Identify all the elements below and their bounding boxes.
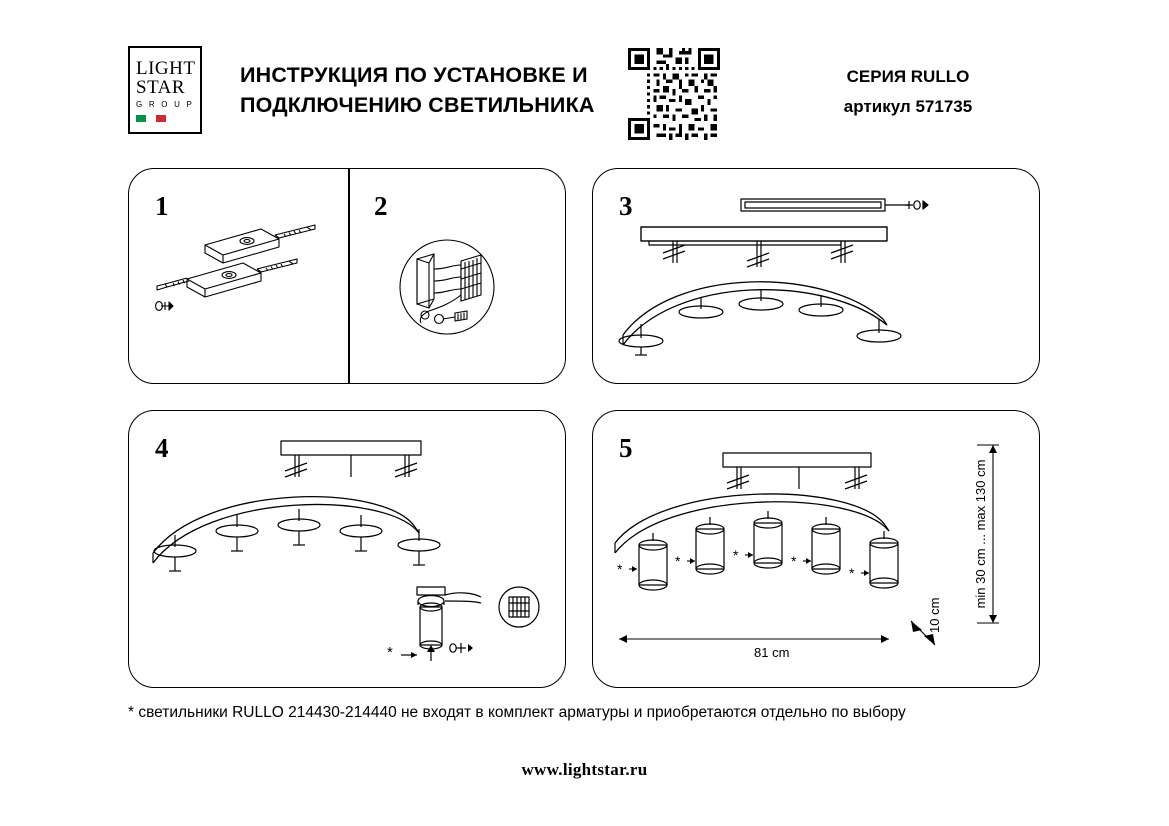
series-name: СЕРИЯ RULLO (846, 67, 970, 86)
svg-text:*: * (675, 553, 681, 569)
logo-line-3: G R O U P (136, 99, 195, 109)
step-panel-4 (128, 410, 566, 688)
step-panel-1-2 (128, 168, 566, 384)
step-number-2: 2 (374, 191, 388, 221)
italy-flag-icon (136, 115, 166, 122)
step-number-1: 1 (155, 191, 169, 221)
qr-code-icon (628, 48, 720, 140)
logo-line-1: LIGHT (136, 57, 196, 79)
article-number: артикул 571735 (843, 97, 973, 116)
dimension-depth-label: 10 cm (927, 597, 942, 633)
logo-line-2: STAR (136, 76, 186, 98)
step-number-4: 4 (155, 433, 169, 463)
step-3-diagram (593, 169, 1039, 383)
svg-text:*: * (387, 644, 393, 661)
svg-text:*: * (617, 561, 623, 577)
footnote: * светильники RULLO 214430-214440 не входят в комплект арматуры и приобретаются отдельно по выбору (128, 704, 906, 721)
website-url[interactable]: www.lightstar.ru (521, 760, 648, 779)
step-2-diagram (129, 169, 565, 383)
page-title (240, 60, 630, 120)
page-title-line-1: ИНСТРУКЦИЯ ПО УСТАНОВКЕ И (240, 63, 588, 87)
step-panel-3 (592, 168, 1040, 384)
svg-text:*: * (733, 547, 739, 563)
step-5-diagram (593, 411, 1039, 687)
product-series-info (768, 62, 1048, 122)
step-number-3: 3 (619, 191, 633, 221)
step-panel-5 (592, 410, 1040, 688)
dimension-width-label: 81 cm (754, 645, 790, 660)
svg-text:*: * (849, 565, 855, 581)
header (128, 42, 1048, 142)
svg-text:*: * (791, 553, 797, 569)
page-title-line-2: ПОДКЛЮЧЕНИЮ СВЕТИЛЬНИКА (240, 93, 595, 117)
dimension-height-label: min 30 cm ... max 130 cm (973, 459, 988, 609)
step-number-5: 5 (619, 433, 633, 463)
brand-logo (128, 46, 202, 134)
step-4-diagram (129, 411, 565, 687)
